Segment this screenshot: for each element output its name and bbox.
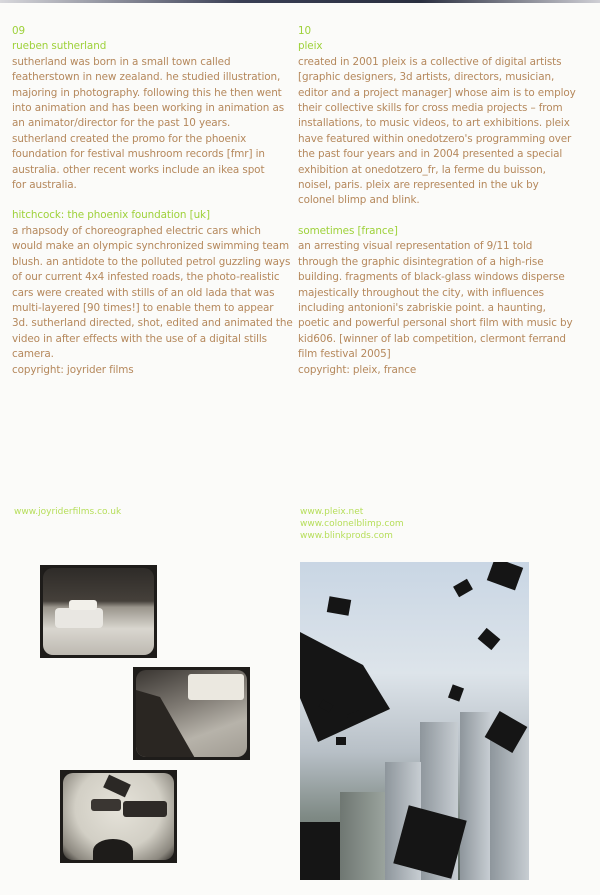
bio-line: created in 2001 pleix is a collective of digital artists	[298, 55, 562, 68]
bio-line: an animator/director for the past 10 years.	[12, 117, 231, 130]
film-title: sometimes [france]	[298, 224, 398, 237]
bio-line: exhibition at onedotzero_fr, la ferme du buisson,	[298, 163, 546, 176]
film-line: camera.	[12, 348, 54, 361]
film-still-flying-cars	[60, 770, 177, 863]
film-line: building. fragments of black-glass windows disperse	[298, 271, 565, 284]
entry-number: 10	[298, 25, 312, 37]
bio-line: colonel blimp and blink.	[298, 194, 420, 207]
bio-line: [graphic designers, 3d artists, directors, musician,	[298, 71, 555, 84]
bio-line: the past four years and in 2004 presented a special	[298, 148, 563, 161]
film-line: film festival 2005]	[298, 348, 391, 361]
bio-line: sutherland was born in a small town called	[12, 55, 231, 68]
film-line: kid606. [winner of lab competition, clermont ferrand	[298, 332, 566, 345]
film-line: 3d. sutherland directed, shot, edited and animated the	[12, 317, 293, 330]
bio-line: australia. other recent works include an ikea spot	[12, 163, 265, 176]
film-still-taxi	[40, 565, 157, 658]
entry-pleix	[298, 24, 588, 378]
film-title: hitchcock: the phoenix foundation [uk]	[12, 209, 210, 222]
pleix-urls	[300, 506, 404, 542]
film-line: video in after effects with the use of a digital stills	[12, 332, 267, 345]
film-line: majestically throughout the city, with influences	[298, 286, 544, 299]
film-line: an arresting visual representation of 9/11 told	[298, 240, 533, 253]
bio-line: their collective skills for cross media projects – from	[298, 102, 563, 115]
film-line: cars were created with stills of an old lada that was	[12, 286, 275, 299]
film-line: would make an olympic synchronized swimming team	[12, 240, 289, 253]
film-description	[298, 239, 588, 378]
film-still-rollercoaster	[133, 667, 250, 760]
url-link[interactable]: www.joyriderfilms.co.uk	[14, 507, 122, 517]
film-line: a rhapsody of choreographed electric cars which	[12, 224, 261, 237]
entry-rueben-sutherland	[12, 24, 297, 378]
bio-line: have featured within onedotzero's programming over	[298, 132, 572, 145]
artist-name: rueben sutherland	[12, 40, 107, 53]
joyrider-urls	[14, 506, 121, 518]
url-link[interactable]: www.pleix.net	[300, 507, 364, 517]
film-line: including antonioni's zabriskie point. a haunting,	[298, 301, 546, 314]
film-line: poetic and powerful personal short film with music by	[298, 317, 573, 330]
film-description	[12, 224, 297, 378]
bio-line: majoring in photography. following this he then went	[12, 86, 282, 99]
copyright-line: copyright: joyrider films	[12, 363, 134, 376]
film-line: through the graphic disintegration of a high-rise	[298, 255, 544, 268]
film-line: multi-layered [90 times!] to enable them to appear	[12, 301, 274, 314]
copyright-line: copyright: pleix, france	[298, 363, 417, 376]
page-top-edge	[0, 0, 600, 3]
bio-line: featherstown in new zealand. he studied illustration,	[12, 71, 281, 84]
url-link[interactable]: www.colonelblimp.com	[300, 519, 404, 529]
artist-name: pleix	[298, 40, 323, 53]
entry-number: 09	[12, 25, 26, 37]
film-line: of our current 4x4 infested roads, the photo-realistic	[12, 271, 280, 284]
bio-line: editor and a project manager] whose aim is to employ	[298, 86, 576, 99]
film-still-sometimes-city	[300, 562, 529, 880]
film-line: blush. an antidote to the polluted petrol guzzling ways	[12, 255, 291, 268]
bio-line: into animation and has been working in animation as	[12, 102, 285, 115]
bio-line: for australia.	[12, 179, 77, 192]
artist-bio	[12, 55, 297, 194]
bio-line: sutherland created the promo for the phoenix	[12, 132, 247, 145]
bio-line: foundation for festival mushroom records [fmr] in	[12, 148, 265, 161]
artist-bio	[298, 55, 588, 209]
bio-line: installations, to music videos, to art exhibitions. pleix	[298, 117, 570, 130]
bio-line: noisel, paris. pleix are represented in the uk by	[298, 179, 539, 192]
url-link[interactable]: www.blinkprods.com	[300, 531, 393, 541]
